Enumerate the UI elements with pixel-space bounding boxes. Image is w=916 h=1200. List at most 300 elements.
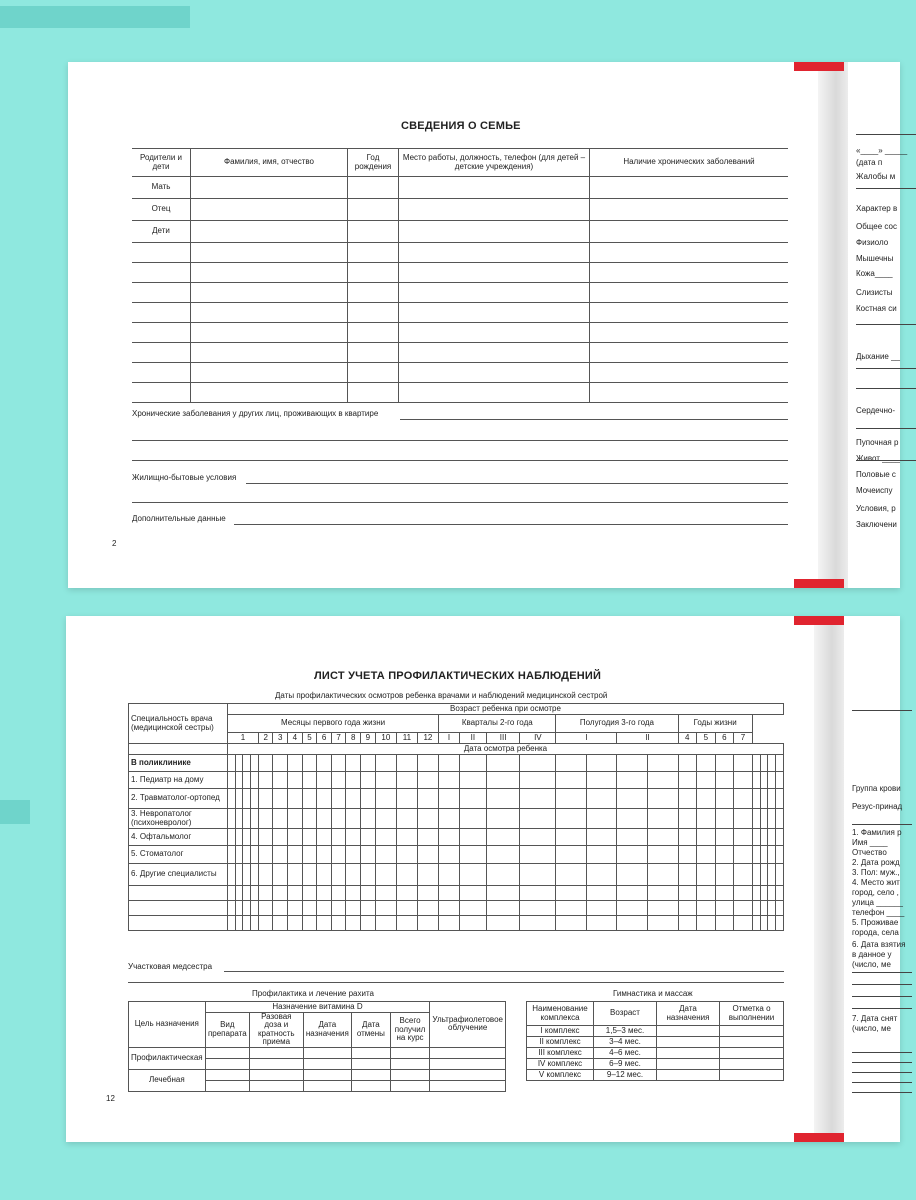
date-cell[interactable] bbox=[258, 755, 273, 772]
date-cell[interactable] bbox=[752, 789, 760, 809]
date-cell[interactable] bbox=[288, 772, 303, 789]
date-cell[interactable] bbox=[617, 846, 648, 864]
date-cell[interactable] bbox=[397, 901, 418, 916]
date-cell[interactable] bbox=[361, 901, 376, 916]
date-cell[interactable] bbox=[228, 809, 236, 829]
date-cell[interactable] bbox=[235, 829, 243, 846]
date-cell[interactable] bbox=[556, 829, 587, 846]
family-cell[interactable] bbox=[399, 303, 590, 323]
date-cell[interactable] bbox=[715, 901, 734, 916]
date-cell[interactable] bbox=[556, 901, 587, 916]
date-cell[interactable] bbox=[331, 864, 346, 886]
date-cell[interactable] bbox=[258, 864, 273, 886]
date-cell[interactable] bbox=[760, 829, 768, 846]
gym-mark-cell[interactable] bbox=[720, 1070, 784, 1081]
date-cell[interactable] bbox=[734, 901, 753, 916]
family-cell[interactable] bbox=[399, 343, 590, 363]
date-cell[interactable] bbox=[760, 755, 768, 772]
date-cell[interactable] bbox=[697, 809, 716, 829]
date-cell[interactable] bbox=[375, 809, 396, 829]
date-cell[interactable] bbox=[715, 755, 734, 772]
date-cell[interactable] bbox=[617, 864, 648, 886]
date-cell[interactable] bbox=[346, 772, 361, 789]
date-cell[interactable] bbox=[775, 864, 783, 886]
gym-date-cell[interactable] bbox=[657, 1048, 720, 1059]
date-cell[interactable] bbox=[439, 864, 460, 886]
date-cell[interactable] bbox=[417, 901, 438, 916]
date-cell[interactable] bbox=[520, 886, 556, 901]
date-cell[interactable] bbox=[678, 846, 697, 864]
date-cell[interactable] bbox=[273, 886, 288, 901]
family-cell[interactable] bbox=[399, 243, 590, 263]
date-cell[interactable] bbox=[361, 789, 376, 809]
date-cell[interactable] bbox=[317, 886, 332, 901]
date-cell[interactable] bbox=[243, 864, 251, 886]
date-cell[interactable] bbox=[459, 901, 486, 916]
date-cell[interactable] bbox=[439, 916, 460, 931]
date-cell[interactable] bbox=[647, 846, 678, 864]
date-cell[interactable] bbox=[243, 809, 251, 829]
date-cell[interactable] bbox=[397, 809, 418, 829]
date-cell[interactable] bbox=[647, 916, 678, 931]
date-cell[interactable] bbox=[375, 886, 396, 901]
date-cell[interactable] bbox=[752, 755, 760, 772]
date-cell[interactable] bbox=[288, 846, 303, 864]
date-cell[interactable] bbox=[288, 829, 303, 846]
date-cell[interactable] bbox=[715, 809, 734, 829]
date-cell[interactable] bbox=[375, 772, 396, 789]
family-cell[interactable] bbox=[191, 199, 348, 221]
date-cell[interactable] bbox=[346, 789, 361, 809]
date-cell[interactable] bbox=[734, 846, 753, 864]
date-cell[interactable] bbox=[288, 886, 303, 901]
family-cell[interactable] bbox=[590, 263, 789, 283]
gym-mark-cell[interactable] bbox=[720, 1059, 784, 1070]
date-cell[interactable] bbox=[439, 789, 460, 809]
date-cell[interactable] bbox=[228, 846, 236, 864]
date-cell[interactable] bbox=[273, 916, 288, 931]
date-cell[interactable] bbox=[346, 886, 361, 901]
date-cell[interactable] bbox=[647, 789, 678, 809]
family-cell[interactable] bbox=[399, 383, 590, 403]
date-cell[interactable] bbox=[486, 901, 519, 916]
family-cell[interactable] bbox=[590, 283, 789, 303]
date-cell[interactable] bbox=[760, 846, 768, 864]
date-cell[interactable] bbox=[647, 809, 678, 829]
date-cell[interactable] bbox=[734, 916, 753, 931]
date-cell[interactable] bbox=[439, 901, 460, 916]
date-cell[interactable] bbox=[331, 809, 346, 829]
date-cell[interactable] bbox=[251, 886, 259, 901]
date-cell[interactable] bbox=[459, 864, 486, 886]
date-cell[interactable] bbox=[520, 846, 556, 864]
date-cell[interactable] bbox=[228, 755, 236, 772]
date-cell[interactable] bbox=[768, 886, 776, 901]
date-cell[interactable] bbox=[734, 829, 753, 846]
date-cell[interactable] bbox=[520, 772, 556, 789]
date-cell[interactable] bbox=[228, 789, 236, 809]
date-cell[interactable] bbox=[375, 755, 396, 772]
date-cell[interactable] bbox=[768, 772, 776, 789]
date-cell[interactable] bbox=[439, 829, 460, 846]
date-cell[interactable] bbox=[251, 846, 259, 864]
family-cell[interactable] bbox=[399, 323, 590, 343]
date-cell[interactable] bbox=[417, 886, 438, 901]
date-cell[interactable] bbox=[617, 829, 648, 846]
date-cell[interactable] bbox=[302, 864, 317, 886]
date-cell[interactable] bbox=[734, 809, 753, 829]
date-cell[interactable] bbox=[486, 789, 519, 809]
date-cell[interactable] bbox=[697, 789, 716, 809]
date-cell[interactable] bbox=[397, 829, 418, 846]
date-cell[interactable] bbox=[459, 772, 486, 789]
date-cell[interactable] bbox=[397, 886, 418, 901]
date-cell[interactable] bbox=[439, 809, 460, 829]
date-cell[interactable] bbox=[273, 829, 288, 846]
gym-date-cell[interactable] bbox=[657, 1070, 720, 1081]
date-cell[interactable] bbox=[556, 755, 587, 772]
date-cell[interactable] bbox=[439, 846, 460, 864]
date-cell[interactable] bbox=[361, 886, 376, 901]
date-cell[interactable] bbox=[697, 901, 716, 916]
date-cell[interactable] bbox=[288, 864, 303, 886]
date-cell[interactable] bbox=[556, 789, 587, 809]
date-cell[interactable] bbox=[288, 901, 303, 916]
date-cell[interactable] bbox=[760, 789, 768, 809]
date-cell[interactable] bbox=[235, 846, 243, 864]
date-cell[interactable] bbox=[752, 864, 760, 886]
family-cell[interactable] bbox=[348, 177, 399, 199]
date-cell[interactable] bbox=[647, 755, 678, 772]
date-cell[interactable] bbox=[647, 901, 678, 916]
date-cell[interactable] bbox=[752, 886, 760, 901]
date-cell[interactable] bbox=[417, 789, 438, 809]
date-cell[interactable] bbox=[417, 755, 438, 772]
date-cell[interactable] bbox=[520, 901, 556, 916]
date-cell[interactable] bbox=[439, 886, 460, 901]
date-cell[interactable] bbox=[486, 829, 519, 846]
date-cell[interactable] bbox=[775, 916, 783, 931]
date-cell[interactable] bbox=[317, 916, 332, 931]
date-cell[interactable] bbox=[715, 864, 734, 886]
date-cell[interactable] bbox=[617, 916, 648, 931]
date-cell[interactable] bbox=[556, 846, 587, 864]
date-cell[interactable] bbox=[417, 846, 438, 864]
date-cell[interactable] bbox=[375, 829, 396, 846]
date-cell[interactable] bbox=[317, 755, 332, 772]
date-cell[interactable] bbox=[697, 755, 716, 772]
date-cell[interactable] bbox=[439, 772, 460, 789]
date-cell[interactable] bbox=[697, 829, 716, 846]
date-cell[interactable] bbox=[486, 886, 519, 901]
date-cell[interactable] bbox=[273, 809, 288, 829]
date-cell[interactable] bbox=[586, 809, 617, 829]
family-cell[interactable] bbox=[399, 221, 590, 243]
date-cell[interactable] bbox=[317, 864, 332, 886]
date-cell[interactable] bbox=[752, 901, 760, 916]
date-cell[interactable] bbox=[258, 886, 273, 901]
family-cell[interactable] bbox=[590, 363, 789, 383]
date-cell[interactable] bbox=[417, 809, 438, 829]
date-cell[interactable] bbox=[647, 829, 678, 846]
date-cell[interactable] bbox=[346, 846, 361, 864]
date-cell[interactable] bbox=[586, 916, 617, 931]
date-cell[interactable] bbox=[715, 789, 734, 809]
date-cell[interactable] bbox=[734, 886, 753, 901]
date-cell[interactable] bbox=[235, 755, 243, 772]
date-cell[interactable] bbox=[486, 846, 519, 864]
date-cell[interactable] bbox=[760, 901, 768, 916]
family-cell[interactable] bbox=[348, 343, 399, 363]
family-cell[interactable] bbox=[191, 177, 348, 199]
date-cell[interactable] bbox=[617, 772, 648, 789]
date-cell[interactable] bbox=[697, 886, 716, 901]
date-cell[interactable] bbox=[678, 829, 697, 846]
date-cell[interactable] bbox=[235, 789, 243, 809]
date-cell[interactable] bbox=[302, 755, 317, 772]
date-cell[interactable] bbox=[361, 809, 376, 829]
date-cell[interactable] bbox=[520, 809, 556, 829]
date-cell[interactable] bbox=[397, 772, 418, 789]
date-cell[interactable] bbox=[375, 846, 396, 864]
date-cell[interactable] bbox=[228, 864, 236, 886]
date-cell[interactable] bbox=[556, 916, 587, 931]
date-cell[interactable] bbox=[397, 755, 418, 772]
date-cell[interactable] bbox=[760, 772, 768, 789]
date-cell[interactable] bbox=[288, 809, 303, 829]
family-cell[interactable] bbox=[590, 199, 789, 221]
date-cell[interactable] bbox=[647, 886, 678, 901]
date-cell[interactable] bbox=[586, 755, 617, 772]
date-cell[interactable] bbox=[243, 789, 251, 809]
date-cell[interactable] bbox=[417, 916, 438, 931]
date-cell[interactable] bbox=[317, 789, 332, 809]
date-cell[interactable] bbox=[752, 772, 760, 789]
family-cell[interactable] bbox=[348, 283, 399, 303]
date-cell[interactable] bbox=[273, 901, 288, 916]
date-cell[interactable] bbox=[288, 755, 303, 772]
family-cell[interactable] bbox=[348, 383, 399, 403]
date-cell[interactable] bbox=[346, 901, 361, 916]
date-cell[interactable] bbox=[361, 829, 376, 846]
date-cell[interactable] bbox=[678, 789, 697, 809]
date-cell[interactable] bbox=[715, 829, 734, 846]
date-cell[interactable] bbox=[775, 846, 783, 864]
date-cell[interactable] bbox=[647, 864, 678, 886]
date-cell[interactable] bbox=[768, 901, 776, 916]
date-cell[interactable] bbox=[520, 755, 556, 772]
family-cell[interactable] bbox=[590, 383, 789, 403]
date-cell[interactable] bbox=[251, 789, 259, 809]
date-cell[interactable] bbox=[243, 916, 251, 931]
date-cell[interactable] bbox=[459, 886, 486, 901]
date-cell[interactable] bbox=[251, 809, 259, 829]
date-cell[interactable] bbox=[760, 809, 768, 829]
date-cell[interactable] bbox=[520, 864, 556, 886]
date-cell[interactable] bbox=[775, 772, 783, 789]
date-cell[interactable] bbox=[361, 916, 376, 931]
gym-mark-cell[interactable] bbox=[720, 1026, 784, 1037]
date-cell[interactable] bbox=[288, 789, 303, 809]
date-cell[interactable] bbox=[243, 886, 251, 901]
date-cell[interactable] bbox=[235, 886, 243, 901]
date-cell[interactable] bbox=[768, 829, 776, 846]
date-cell[interactable] bbox=[302, 809, 317, 829]
date-cell[interactable] bbox=[243, 829, 251, 846]
gym-mark-cell[interactable] bbox=[720, 1037, 784, 1048]
date-cell[interactable] bbox=[243, 846, 251, 864]
date-cell[interactable] bbox=[715, 916, 734, 931]
date-cell[interactable] bbox=[258, 829, 273, 846]
date-cell[interactable] bbox=[228, 886, 236, 901]
date-cell[interactable] bbox=[361, 846, 376, 864]
date-cell[interactable] bbox=[697, 864, 716, 886]
date-cell[interactable] bbox=[760, 916, 768, 931]
date-cell[interactable] bbox=[331, 772, 346, 789]
date-cell[interactable] bbox=[235, 901, 243, 916]
date-cell[interactable] bbox=[520, 829, 556, 846]
date-cell[interactable] bbox=[459, 789, 486, 809]
date-cell[interactable] bbox=[302, 901, 317, 916]
date-cell[interactable] bbox=[586, 829, 617, 846]
date-cell[interactable] bbox=[258, 789, 273, 809]
date-cell[interactable] bbox=[752, 829, 760, 846]
date-cell[interactable] bbox=[734, 789, 753, 809]
date-cell[interactable] bbox=[397, 789, 418, 809]
date-cell[interactable] bbox=[251, 901, 259, 916]
date-cell[interactable] bbox=[251, 916, 259, 931]
date-cell[interactable] bbox=[317, 772, 332, 789]
date-cell[interactable] bbox=[760, 864, 768, 886]
date-cell[interactable] bbox=[768, 916, 776, 931]
date-cell[interactable] bbox=[346, 864, 361, 886]
date-cell[interactable] bbox=[678, 864, 697, 886]
date-cell[interactable] bbox=[775, 755, 783, 772]
family-cell[interactable] bbox=[191, 383, 348, 403]
date-cell[interactable] bbox=[273, 772, 288, 789]
family-cell[interactable] bbox=[590, 177, 789, 199]
date-cell[interactable] bbox=[775, 901, 783, 916]
date-cell[interactable] bbox=[251, 829, 259, 846]
date-cell[interactable] bbox=[715, 886, 734, 901]
date-cell[interactable] bbox=[617, 886, 648, 901]
gym-mark-cell[interactable] bbox=[720, 1048, 784, 1059]
date-cell[interactable] bbox=[586, 886, 617, 901]
date-cell[interactable] bbox=[486, 809, 519, 829]
date-cell[interactable] bbox=[417, 829, 438, 846]
date-cell[interactable] bbox=[715, 846, 734, 864]
date-cell[interactable] bbox=[235, 864, 243, 886]
date-cell[interactable] bbox=[734, 772, 753, 789]
date-cell[interactable] bbox=[486, 916, 519, 931]
family-cell[interactable] bbox=[590, 323, 789, 343]
date-cell[interactable] bbox=[288, 916, 303, 931]
gym-date-cell[interactable] bbox=[657, 1037, 720, 1048]
date-cell[interactable] bbox=[346, 829, 361, 846]
date-cell[interactable] bbox=[302, 829, 317, 846]
date-cell[interactable] bbox=[556, 772, 587, 789]
date-cell[interactable] bbox=[331, 846, 346, 864]
family-cell[interactable] bbox=[399, 363, 590, 383]
date-cell[interactable] bbox=[375, 789, 396, 809]
date-cell[interactable] bbox=[734, 864, 753, 886]
date-cell[interactable] bbox=[752, 809, 760, 829]
date-cell[interactable] bbox=[768, 755, 776, 772]
date-cell[interactable] bbox=[775, 886, 783, 901]
family-cell[interactable] bbox=[348, 323, 399, 343]
date-cell[interactable] bbox=[617, 789, 648, 809]
date-cell[interactable] bbox=[331, 901, 346, 916]
date-cell[interactable] bbox=[678, 772, 697, 789]
date-cell[interactable] bbox=[520, 789, 556, 809]
date-cell[interactable] bbox=[586, 772, 617, 789]
date-cell[interactable] bbox=[375, 901, 396, 916]
family-cell[interactable] bbox=[191, 363, 348, 383]
family-cell[interactable] bbox=[590, 343, 789, 363]
date-cell[interactable] bbox=[556, 809, 587, 829]
date-cell[interactable] bbox=[317, 901, 332, 916]
date-cell[interactable] bbox=[486, 864, 519, 886]
family-cell[interactable] bbox=[348, 303, 399, 323]
date-cell[interactable] bbox=[397, 864, 418, 886]
date-cell[interactable] bbox=[258, 809, 273, 829]
date-cell[interactable] bbox=[678, 916, 697, 931]
date-cell[interactable] bbox=[697, 772, 716, 789]
date-cell[interactable] bbox=[768, 846, 776, 864]
gym-date-cell[interactable] bbox=[657, 1059, 720, 1070]
date-cell[interactable] bbox=[397, 846, 418, 864]
date-cell[interactable] bbox=[302, 772, 317, 789]
date-cell[interactable] bbox=[734, 755, 753, 772]
date-cell[interactable] bbox=[375, 916, 396, 931]
family-cell[interactable] bbox=[191, 303, 348, 323]
date-cell[interactable] bbox=[586, 846, 617, 864]
family-cell[interactable] bbox=[399, 263, 590, 283]
date-cell[interactable] bbox=[760, 886, 768, 901]
family-cell[interactable] bbox=[399, 199, 590, 221]
family-cell[interactable] bbox=[191, 263, 348, 283]
date-cell[interactable] bbox=[317, 809, 332, 829]
date-cell[interactable] bbox=[273, 846, 288, 864]
date-cell[interactable] bbox=[273, 789, 288, 809]
date-cell[interactable] bbox=[331, 789, 346, 809]
family-cell[interactable] bbox=[348, 221, 399, 243]
date-cell[interactable] bbox=[331, 886, 346, 901]
date-cell[interactable] bbox=[617, 755, 648, 772]
family-cell[interactable] bbox=[191, 243, 348, 263]
date-cell[interactable] bbox=[439, 755, 460, 772]
family-cell[interactable] bbox=[590, 243, 789, 263]
date-cell[interactable] bbox=[346, 916, 361, 931]
date-cell[interactable] bbox=[556, 886, 587, 901]
date-cell[interactable] bbox=[486, 772, 519, 789]
date-cell[interactable] bbox=[459, 829, 486, 846]
date-cell[interactable] bbox=[775, 829, 783, 846]
date-cell[interactable] bbox=[302, 886, 317, 901]
date-cell[interactable] bbox=[317, 846, 332, 864]
date-cell[interactable] bbox=[617, 809, 648, 829]
date-cell[interactable] bbox=[331, 916, 346, 931]
date-cell[interactable] bbox=[273, 755, 288, 772]
date-cell[interactable] bbox=[586, 789, 617, 809]
date-cell[interactable] bbox=[459, 809, 486, 829]
date-cell[interactable] bbox=[697, 916, 716, 931]
date-cell[interactable] bbox=[586, 901, 617, 916]
date-cell[interactable] bbox=[486, 755, 519, 772]
date-cell[interactable] bbox=[678, 901, 697, 916]
date-cell[interactable] bbox=[258, 846, 273, 864]
family-cell[interactable] bbox=[191, 221, 348, 243]
